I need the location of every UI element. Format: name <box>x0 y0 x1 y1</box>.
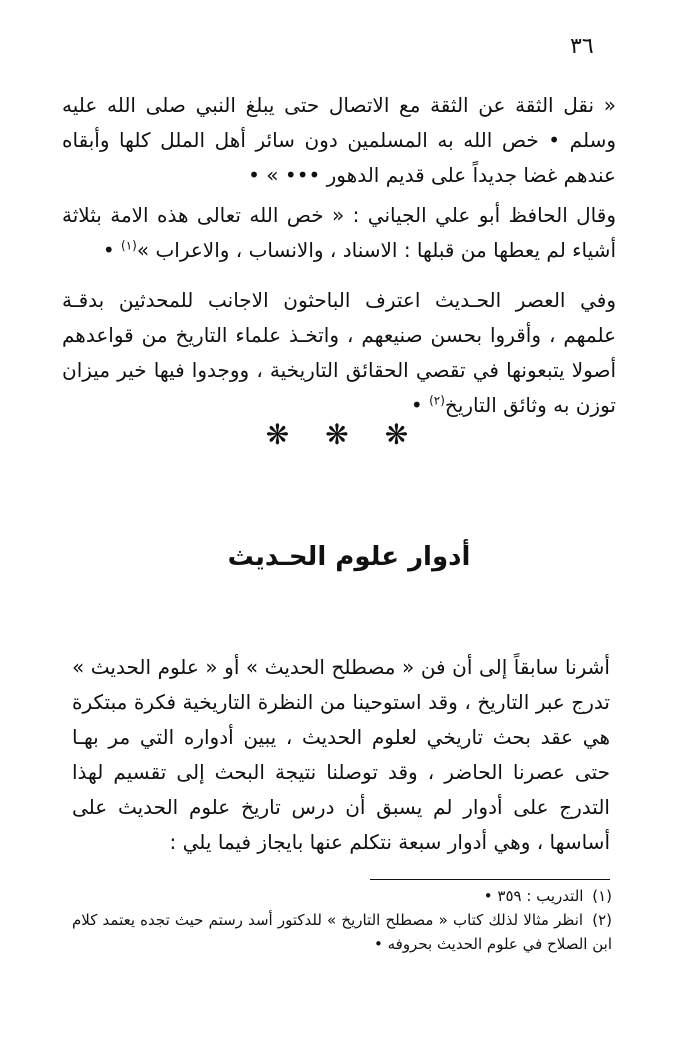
footnote-text: انظر مثالا لذلك كتاب « مصطلح التاريخ » للدكتور أسد رستم حيث تجده يعتمد كلام ابن الصلاح في علوم الحديث بحروفه • <box>72 911 612 953</box>
footnote-marker: (٢) <box>592 911 612 929</box>
asterisk-icon: ❋ <box>384 418 433 451</box>
paragraph-modern-era-end: • <box>410 393 430 417</box>
footnote-marker: (١) <box>592 887 612 905</box>
footnote-ref-2: (٢) <box>429 393 445 408</box>
asterisk-icon: ❋ <box>325 418 373 451</box>
footnotes <box>72 884 612 956</box>
section-title: أدوار علوم الحـديث <box>227 542 471 572</box>
asterism-separator <box>0 418 698 451</box>
asterisk-icon: ❋ <box>265 418 314 451</box>
footnote-item <box>72 908 612 956</box>
paragraph-jayyani-end: • <box>102 238 122 262</box>
paragraph-modern-era-text: وفي العصر الحـديث اعترف الباحثون الاجانب للمحدثين بدقـة علمهم ، وأقروا بحسن صنيعهم ، واتخـذ علماء التاريخ من قواعدهم أصولا يتبعونها في تقصي الحقائق التاريخية ، ووجدوا فيها خير ميزان توزن به وثائق التاريخ <box>62 288 616 417</box>
footnote-text: التدريب : ٣٥٩ • <box>483 887 584 905</box>
footnote-divider <box>370 879 610 880</box>
paragraph-stages-intro: أشرنا سابقاً إلى أن فن « مصطلح الحديث » أو « علوم الحديث » تدرج عبر التاريخ ، وقد استوحينا من النظرة التاريخية فكرة مبتكرة هي عقد بحث تاريخي لعلوم الحديث ، يبين أدواره التي مر بهـا حتى عصرنا الحاضر ، وقد توصلنا نتيجة البحث إلى تقسيم لهذا التدرج على أدوار لم يسبق أن درس تاريخ علوم الحديث على أساسها ، وهي أدوار سبعة نتكلم عنها بايجاز فيما يلي : <box>72 655 610 854</box>
paragraph-quote-isnad: « نقل الثقة عن الثقة مع الاتصال حتى يبلغ النبي صلى الله عليه وسلم • خص الله به المسلمين دون سائر أهل الملل كلها وأبقاه عندهم غضا جديداً على قديم الدهور ••• » • <box>62 93 616 187</box>
paragraph-modern-era <box>62 283 616 423</box>
footnote-item <box>72 884 612 908</box>
paragraph-jayyani-quote <box>62 198 616 268</box>
footnote-ref-1: (١) <box>121 238 137 253</box>
page-number: ٣٦ <box>570 34 594 59</box>
paragraph-jayyani-text: وقال الحافظ أبو علي الجياني : « خص الله تعالى هذه الامة بثلاثة أشياء لم يعطها من قبلها : الاسناد ، والانساب ، والاعراب » <box>62 203 616 262</box>
